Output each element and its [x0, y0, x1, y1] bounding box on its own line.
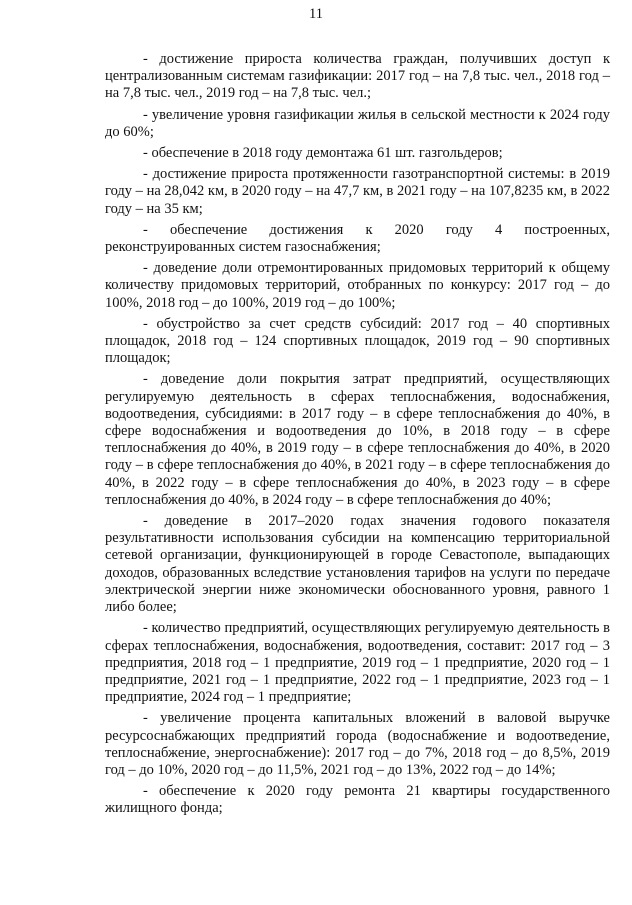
list-item: - доведение доли отремонтированных придомовых территорий к общему количеству придомовых территорий, отобранных по конкурсу: 2017 год – до 100%, 2018 год – до 100%, 2019 год – до 100%;: [105, 260, 610, 311]
list-item: - доведение в 2017–2020 годах значения годового показателя результативности использования субсидии на компенсацию территориальной сетевой организации, функционирующей в городе Севастополе, выпадающих доходов, образованных вследствие установления тарифов на услуги по передаче электрической энергии ниже экономически обоснованного уровня, равного 1 либо более;: [105, 513, 610, 616]
list-item: - количество предприятий, осуществляющих регулируемую деятельность в сферах теплоснабжения, водоснабжения, водоотведения, составит: 2017 год – 3 предприятия, 2018 год – 1 предприятие, 2019 год – 1 предприятие, 2020 год – 1 предприятие, 2021 год – 1 предприятие, 2022 год – 1 предприятие, 2023 год – 1 предприятие, 2024 год – 1 предприятие;: [105, 620, 610, 706]
list-item: - увеличение уровня газификации жилья в сельской местности к 2024 году до 60%;: [105, 106, 610, 140]
document-body: [105, 51, 610, 818]
list-item: - обеспечение в 2018 году демонтажа 61 шт. газгольдеров;: [143, 145, 503, 162]
list-item: - достижение прироста протяженности газотранспортной системы: в 2019 году – на 28,042 км, в 2020 году – на 47,7 км, в 2021 году – на 107,8235 км, в 2022 году – на 35 км;: [105, 166, 610, 217]
page-number: 11: [309, 6, 323, 22]
list-item: - достижение прироста количества граждан, получивших доступ к централизованным системам газификации: 2017 год – на 7,8 тыс. чел., 2018 год – на 7,8 тыс. чел., 2019 год – на 7,8 тыс. чел.;: [105, 51, 610, 102]
list-item: - доведение доли покрытия затрат предприятий, осуществляющих регулируемую деятельность в сферах теплоснабжения, водоснабжения, водоотведения, субсидиями: в 2017 году – в сфере теплоснабжения до 40%, в сфере водоснабжения и водоотведения до 10%, в 2018 году – в сфере теплоснабжения до 40%, в 2019 году – в сфере теплоснабжения до 40%, в 2020 году – в сфере теплоснабжения до 40%, в 2021 году – в сфере теплоснабжения до 40%, в 2022 году – в сфере теплоснабжения до 40%, в 2023 году – в сфере теплоснабжения до 40%, в 2024 году – в сфере теплоснабжения до 40%;: [105, 371, 610, 508]
list-item: - увеличение процента капитальных вложений в валовой выручке ресурсоснабжающих предприятий города (водоснабжение и водоотведение, теплоснабжение, энергоснабжение): 2017 год – до 7%, 2018 год – до 8,5%, 2019 год – до 10%, 2020 год – до 11,5%, 2021 год – до 13%, 2022 год – до 14%;: [105, 710, 610, 778]
list-item: - обеспечение достижения к 2020 году 4 построенных, реконструированных систем газоснабжения;: [105, 221, 610, 256]
list-item: - обустройство за счет средств субсидий: 2017 год – 40 спортивных площадок, 2018 год – 124 спортивных площадок, 2019 год – 90 спортивных площадок;: [105, 315, 610, 367]
list-item: - обеспечение к 2020 году ремонта 21 квартиры государственного жилищного фонда;: [105, 783, 610, 817]
